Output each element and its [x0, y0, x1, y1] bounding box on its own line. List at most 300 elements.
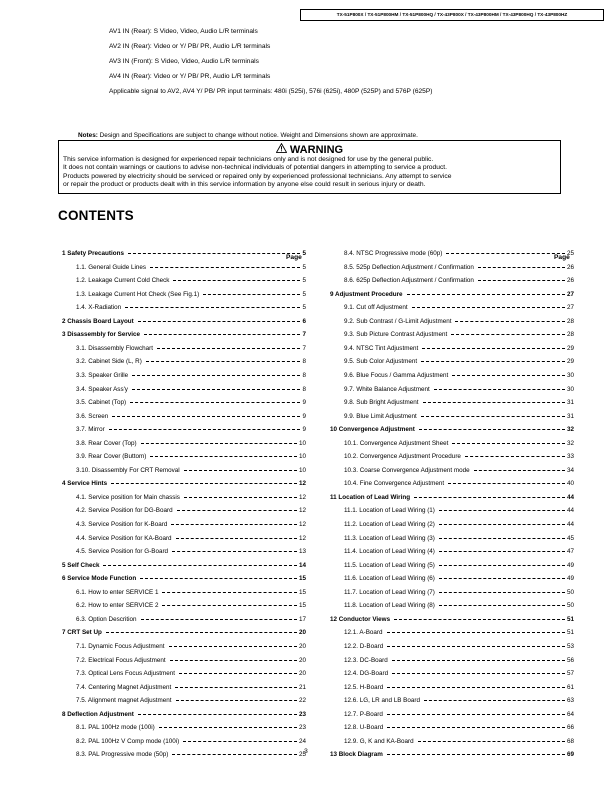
toc-entry[interactable]	[344, 656, 574, 665]
toc-entry-page: 5	[302, 290, 306, 298]
toc-entry[interactable]	[76, 506, 306, 515]
toc-entry-label: 12.2. D-Board	[344, 642, 384, 650]
toc-leader	[439, 551, 565, 552]
toc-entry[interactable]	[344, 398, 574, 407]
toc-leader	[439, 592, 565, 593]
toc-entry-page: 66	[566, 724, 574, 732]
toc-leader	[203, 294, 300, 295]
toc-entry[interactable]	[76, 303, 306, 312]
toc-leader	[144, 334, 300, 335]
toc-entry-label: 12.6. LG, LR and LB Board	[344, 697, 420, 705]
toc-leader	[448, 483, 565, 484]
toc-entry-page: 9	[302, 412, 306, 420]
toc-entry-page: 47	[566, 548, 574, 556]
toc-leader	[169, 646, 297, 647]
toc-leader	[172, 754, 297, 755]
toc-entry-label: 8 Deflection Adjustment	[62, 710, 134, 718]
warning-line: Products powered by electricity should be serviced or repaired only by experienced professional technicians. Any attempt to service	[63, 172, 452, 180]
toc-entry-page: 15	[298, 602, 306, 610]
toc-leader	[424, 700, 565, 701]
toc-entry[interactable]	[62, 561, 306, 570]
toc-entry[interactable]	[344, 371, 574, 380]
toc-leader	[421, 361, 565, 362]
toc-entry-page: 20	[298, 656, 306, 664]
toc-entry-label: 3.2. Cabinet Side (L, R)	[76, 358, 142, 366]
toc-entry-page: 68	[566, 737, 574, 745]
toc-entry[interactable]	[344, 628, 574, 637]
toc-entry[interactable]	[344, 263, 574, 272]
toc-entry[interactable]	[344, 574, 574, 583]
toc-entry-label: 8.6. 625p Deflection Adjustment / Confirmation	[344, 277, 474, 285]
toc-entry-label: 9.7. White Balance Adjustment	[344, 385, 430, 393]
toc-leader	[179, 673, 297, 674]
toc-entry-page: 32	[566, 426, 574, 434]
toc-entry[interactable]	[344, 330, 574, 339]
toc-entry-page: 8	[302, 358, 306, 366]
toc-entry-label: 8.2. PAL 100Hz V Comp mode (100i)	[76, 737, 180, 745]
toc-entry-label: 11.1. Location of Lead Wiring (1)	[344, 507, 435, 515]
toc-leader	[111, 483, 297, 484]
toc-entry-label: 12.3. DC-Board	[344, 656, 388, 664]
toc-entry-label: 10.4. Fine Convergence Adjustment	[344, 480, 445, 488]
toc-leader	[176, 700, 297, 701]
toc-entry-label: 12.7. P-Board	[344, 710, 383, 718]
toc-leader	[392, 673, 565, 674]
toc-entry-page: 25	[298, 751, 306, 759]
toc-entry[interactable]	[344, 588, 574, 597]
toc-leader	[175, 687, 297, 688]
toc-entry[interactable]	[344, 534, 574, 543]
toc-entry[interactable]	[76, 520, 306, 529]
toc-leader	[387, 727, 565, 728]
toc-entry[interactable]	[76, 263, 306, 272]
toc-leader	[439, 510, 565, 511]
toc-entry[interactable]	[344, 439, 574, 448]
toc-entry-label: 3.1. Disassembly Flowchart	[76, 344, 153, 352]
toc-entry-page: 20	[298, 629, 306, 637]
toc-entry-page: 10	[298, 466, 306, 474]
toc-entry-page: 13	[298, 548, 306, 556]
toc-entry-page: 31	[566, 412, 574, 420]
toc-entry-page: 53	[566, 642, 574, 650]
toc-leader	[106, 632, 297, 633]
toc-entry[interactable]	[76, 290, 306, 299]
toc-entry-label: 9.3. Sub Picture Contrast Adjustment	[344, 331, 448, 339]
toc-entry-page: 9	[302, 399, 306, 407]
toc-leader	[387, 687, 565, 688]
toc-entry-label: 4.2. Service Position for DG-Board	[76, 507, 173, 515]
toc-entry[interactable]	[76, 344, 306, 353]
toc-entry-page: 17	[298, 615, 306, 623]
toc-entry[interactable]	[76, 425, 306, 434]
toc-entry[interactable]	[344, 520, 574, 529]
toc-entry[interactable]	[76, 696, 306, 705]
toc-leader	[418, 741, 565, 742]
model-number-header: TX-51P800X / TX-51P800HM / TX-51P800HQ / TX-43P800X / TX-43P800HM / TX-43P800HQ / TX-43P800HZ	[300, 9, 604, 21]
toc-entry-page: 40	[566, 480, 574, 488]
toc-entry-label: 4.4. Service Position for KA-Board	[76, 534, 172, 542]
spec-line: AV2 IN (Rear): Video or Y/ PB/ PR, Audio L/R terminals	[109, 43, 271, 50]
toc-entry-label: 10.3. Coarse Convergence Adjustment mode	[344, 466, 470, 474]
toc-entry-label: 8.5. 525p Deflection Adjustment / Confirmation	[344, 263, 474, 271]
toc-entry-page: 15	[298, 588, 306, 596]
toc-entry[interactable]	[344, 317, 574, 326]
toc-leader	[439, 578, 565, 579]
toc-entry-label: 9.5. Sub Color Adjustment	[344, 358, 418, 366]
toc-entry[interactable]	[76, 615, 306, 624]
toc-leader	[103, 565, 297, 566]
toc-entry-label: 11 Location of Lead Wiring	[330, 493, 411, 501]
toc-entry-page: 30	[566, 371, 574, 379]
toc-leader	[171, 524, 297, 525]
toc-entry-label: 6.1. How to enter SERVICE 1	[76, 588, 159, 596]
toc-leader	[141, 443, 297, 444]
toc-leader	[138, 714, 297, 715]
toc-entry-label: 7.3. Optical Lens Focus Adjustment	[76, 670, 176, 678]
toc-entry[interactable]	[62, 479, 306, 488]
toc-leader	[446, 253, 565, 254]
toc-leader	[434, 389, 565, 390]
warning-line: This service information is designed for experienced repair technicians only and is not designed for use by the general public.	[63, 156, 434, 163]
toc-leader	[184, 497, 297, 498]
toc-leader	[146, 361, 301, 362]
toc-entry-label: 5 Self Check	[62, 561, 100, 569]
left-page-heading: Page	[286, 254, 302, 261]
toc-entry-page: 12	[298, 507, 306, 515]
toc-leader	[159, 727, 297, 728]
toc-leader	[162, 605, 297, 606]
toc-entry-page: 27	[566, 290, 574, 298]
toc-leader	[439, 605, 565, 606]
toc-entry-label: 3 Disassembly for Service	[62, 331, 141, 339]
toc-entry-label: 9 Adjustment Procedure	[330, 290, 403, 298]
toc-entry[interactable]	[344, 547, 574, 556]
toc-entry[interactable]	[344, 683, 574, 692]
toc-entry-label: 9.4. NTSC Tint Adjustment	[344, 344, 419, 352]
toc-entry-page: 12	[298, 521, 306, 528]
toc-entry-page: 22	[298, 697, 306, 705]
toc-entry[interactable]	[76, 601, 306, 610]
toc-entry[interactable]	[344, 385, 574, 394]
toc-entry[interactable]	[76, 398, 306, 407]
toc-leader	[162, 592, 297, 593]
toc-entry-label: 3.8. Rear Cover (Top)	[76, 439, 137, 447]
toc-entry-page: 10	[298, 439, 306, 447]
toc-entry-page: 34	[566, 466, 574, 474]
toc-entry-page: 15	[298, 575, 306, 583]
toc-entry[interactable]	[330, 290, 574, 299]
toc-leader	[150, 456, 297, 457]
toc-entry[interactable]	[76, 737, 306, 746]
toc-entry-label: 1.4. X-Radiation	[76, 304, 122, 312]
toc-leader	[455, 321, 565, 322]
toc-entry-label: 4.1. Service position for Main chassis	[76, 493, 180, 501]
toc-entry-label: 3.9. Rear Cover (Buttom)	[76, 453, 147, 461]
toc-leader	[421, 416, 565, 417]
toc-entry-page: 56	[566, 656, 574, 664]
toc-entry-page: 44	[566, 493, 574, 501]
toc-leader	[478, 280, 565, 281]
toc-entry[interactable]	[76, 750, 306, 759]
toc-entry-page: 25	[566, 250, 574, 257]
toc-entry-page: 31	[566, 399, 574, 407]
toc-entry-label: 3.6. Screen	[76, 412, 109, 420]
toc-entry-label: 9.2. Sub Contrast / G-Limit Adjustment	[344, 317, 452, 325]
toc-entry[interactable]	[62, 249, 306, 258]
toc-entry[interactable]	[62, 574, 306, 583]
input-terminal-specs	[109, 24, 432, 99]
toc-entry[interactable]	[330, 615, 574, 624]
toc-entry[interactable]	[76, 534, 306, 543]
toc-entry-label: 6 Service Mode Function	[62, 575, 137, 583]
toc-leader	[173, 280, 300, 281]
toc-entry-label: 9.1. Cut off Adjustment	[344, 304, 408, 312]
toc-entry-page: 51	[566, 615, 574, 623]
toc-entry-label: 11.3. Location of Lead Wiring (3)	[344, 534, 435, 542]
warning-title-text: WARNING	[289, 143, 344, 156]
toc-entry-label: 11.4. Location of Lead Wiring (4)	[344, 548, 435, 556]
toc-entry[interactable]	[62, 628, 306, 637]
toc-entry[interactable]	[344, 357, 574, 366]
toc-entry-label: 8.1. PAL 100Hz mode (100i)	[76, 724, 155, 732]
toc-leader	[439, 538, 565, 539]
toc-leader	[392, 660, 565, 661]
toc-leader	[125, 307, 300, 308]
toc-leader	[132, 389, 301, 390]
toc-entry-label: 1.1. General Guide Lines	[76, 263, 147, 271]
toc-entry-label: 10.1. Convergence Adjustment Sheet	[344, 439, 449, 447]
toc-leader	[177, 510, 297, 511]
toc-leader	[478, 267, 565, 268]
toc-entry-page: 5	[302, 263, 306, 271]
toc-entry[interactable]	[76, 723, 306, 732]
toc-leader	[387, 632, 565, 633]
toc-entry[interactable]	[330, 425, 574, 434]
toc-entry-label: 4.5. Service Position for G-Board	[76, 548, 169, 556]
toc-leader	[423, 402, 565, 403]
toc-entry-label: 3.5. Cabinet (Top)	[76, 399, 127, 407]
page-number: 3	[304, 748, 308, 755]
toc-entry-page: 7	[302, 331, 306, 339]
toc-entry[interactable]	[344, 737, 574, 746]
toc-entry[interactable]	[76, 357, 306, 366]
toc-entry-label: 10 Convergence Adjustment	[330, 426, 415, 434]
toc-entry-page: 33	[566, 453, 574, 461]
toc-entry-page: 12	[298, 480, 306, 488]
toc-entry-page: 26	[566, 263, 574, 271]
toc-entry-page: 12	[298, 534, 306, 542]
toc-entry-page: 27	[566, 304, 574, 312]
toc-entry[interactable]	[76, 466, 306, 475]
toc-entry-label: 1 Safety Precautions	[62, 250, 124, 257]
toc-leader	[452, 443, 565, 444]
toc-entry[interactable]	[76, 493, 306, 502]
toc-entry[interactable]	[76, 642, 306, 651]
toc-entry-page: 51	[566, 629, 574, 637]
toc-entry-page: 28	[566, 331, 574, 339]
toc-entry-page: 20	[298, 670, 306, 678]
toc-entry-page: 44	[566, 521, 574, 528]
toc-entry[interactable]	[344, 723, 574, 732]
toc-entry[interactable]	[344, 249, 574, 258]
toc-entry-label: 7.4. Centering Magnet Adjustment	[76, 683, 172, 691]
toc-leader	[452, 375, 565, 376]
notes	[78, 132, 418, 139]
toc-entry-label: 1.2. Leakage Current Cold Check	[76, 277, 170, 285]
toc-entry-page: 30	[566, 385, 574, 393]
contents-title: CONTENTS	[58, 208, 134, 223]
toc-entry[interactable]	[344, 669, 574, 678]
toc-entry-label: 8.3. PAL Progressive mode (50p)	[76, 751, 169, 759]
toc-entry-label: 12 Conductor Views	[330, 615, 391, 623]
warning-title	[59, 143, 560, 156]
toc-entry[interactable]	[76, 452, 306, 461]
warning-box	[58, 140, 561, 194]
toc-entry-page: 50	[566, 588, 574, 596]
toc-entry-label: 11.2. Location of Lead Wiring (2)	[344, 521, 435, 528]
toc-entry-label: 11.5. Location of Lead Wiring (5)	[344, 561, 435, 569]
toc-entry-label: 4 Service Hints	[62, 480, 108, 488]
toc-entry[interactable]	[62, 330, 306, 339]
notes-label: Notes:	[78, 132, 98, 139]
toc-entry[interactable]	[344, 710, 574, 719]
toc-leader	[132, 375, 300, 376]
toc-entry[interactable]	[76, 547, 306, 556]
toc-leader	[407, 294, 565, 295]
toc-entry-page: 45	[566, 534, 574, 542]
toc-entry[interactable]	[62, 710, 306, 719]
toc-entry-page: 29	[566, 344, 574, 352]
toc-entry[interactable]	[344, 412, 574, 421]
toc-entry-label: 7 CRT Set Up	[62, 629, 102, 637]
toc-leader	[176, 538, 297, 539]
toc-entry-label: 11.7. Location of Lead Wiring (7)	[344, 588, 435, 596]
warning-line: or repair the product or products dealt with in this service information by anyone else could result in serious injury or death.	[63, 181, 426, 189]
toc-entry-page: 24	[298, 737, 306, 745]
toc-entry[interactable]	[344, 601, 574, 610]
toc-leader	[172, 551, 297, 552]
toc-entry[interactable]	[344, 452, 574, 461]
toc-leader	[170, 660, 297, 661]
toc-entry-page: 5	[302, 304, 306, 312]
toc-entry-label: 7.5. Alignment magnet Adjustment	[76, 697, 172, 705]
toc-entry[interactable]	[330, 750, 574, 759]
toc-entry-label: 3.10. Disassembly For CRT Removal	[76, 466, 180, 474]
warning-triangle-icon	[276, 143, 287, 157]
toc-entry[interactable]	[76, 656, 306, 665]
toc-entry-label: 6.3. Option Descrition	[76, 615, 137, 623]
toc-leader	[140, 578, 297, 579]
toc-entry-label: 13 Block Diagram	[330, 751, 383, 759]
toc-entry-label: 12.5. H-Board	[344, 683, 384, 691]
toc-entry-page: 44	[566, 507, 574, 515]
toc-entry-label: 10.2. Convergence Adjustment Procedure	[344, 453, 461, 461]
toc-entry-page: 23	[298, 710, 306, 718]
toc-entry[interactable]	[76, 588, 306, 597]
toc-entry[interactable]	[344, 344, 574, 353]
toc-leader	[130, 402, 300, 403]
toc-entry[interactable]	[76, 385, 306, 394]
spec-line: AV1 IN (Rear): S Video, Video, Audio L/R terminals	[109, 28, 258, 35]
toc-entry-label: 8.4. NTSC Progressive mode (60p)	[344, 250, 443, 257]
toc-leader	[128, 253, 301, 254]
toc-entry-label: 4.3. Service Position for K-Board	[76, 521, 168, 528]
toc-entry-page: 23	[298, 724, 306, 732]
toc-leader	[184, 470, 297, 471]
toc-entry-label: 3.3. Speaker Grille	[76, 371, 129, 379]
toc-entry-page: 8	[302, 385, 306, 393]
toc-leader	[387, 714, 565, 715]
toc-leader	[150, 267, 300, 268]
toc-entry-label: 12.4. DG-Board	[344, 670, 389, 678]
toc-entry[interactable]	[344, 561, 574, 570]
toc-entry-page: 49	[566, 575, 574, 583]
toc-entry[interactable]	[62, 317, 306, 326]
toc-entry[interactable]	[76, 276, 306, 285]
toc-entry[interactable]	[76, 683, 306, 692]
toc-entry-page: 28	[566, 317, 574, 325]
toc-entry-label: 7.2. Electrical Focus Adjustment	[76, 656, 166, 664]
toc-entry[interactable]	[76, 439, 306, 448]
toc-entry-label: 3.4. Speaker Ass'y	[76, 385, 128, 393]
toc-entry[interactable]	[330, 493, 574, 502]
toc-entry-label: 7.1. Dynamic Focus Adjustment	[76, 642, 165, 650]
toc-entry-page: 61	[566, 683, 574, 691]
toc-entry[interactable]	[344, 696, 574, 705]
toc-entry-page: 10	[298, 453, 306, 461]
toc-entry-label: 9.6. Blue Focus / Gamma Adjustment	[344, 371, 449, 379]
toc-entry[interactable]	[76, 669, 306, 678]
toc-leader	[183, 741, 297, 742]
toc-entry-page: 49	[566, 561, 574, 569]
toc-leader	[439, 524, 565, 525]
spec-line: Applicable signal to AV2, AV4 Y/ PB/ PR input terminals: 480i (525i), 576i (625i), 480P (525P) and 576P (625P)	[109, 88, 433, 95]
toc-entry-page: 20	[298, 642, 306, 650]
toc-entry[interactable]	[344, 303, 574, 312]
toc-entry[interactable]	[76, 371, 306, 380]
toc-entry[interactable]	[344, 479, 574, 488]
toc-entry-label: 3.7. Mirror	[76, 426, 105, 434]
toc-entry-page: 5	[302, 277, 306, 285]
toc-leader	[109, 429, 301, 430]
toc-leader	[138, 321, 301, 322]
toc-entry-label: 11.8. Location of Lead Wiring (8)	[344, 602, 435, 610]
toc-entry-label: 9.8. Sub Bright Adjustment	[344, 399, 419, 407]
notes-text: Design and Specifications are subject to change without notice. Weight and Dimensions shown are approximate.	[99, 132, 418, 139]
toc-entry-label: 11.6. Location of Lead Wiring (6)	[344, 575, 435, 583]
toc-entry-label: 12.8. U-Board	[344, 724, 384, 732]
toc-leader	[419, 429, 565, 430]
toc-leader	[465, 456, 565, 457]
toc-entry[interactable]	[344, 466, 574, 475]
toc-leader	[112, 416, 300, 417]
toc-leader	[439, 565, 565, 566]
toc-entry[interactable]	[344, 276, 574, 285]
toc-entry-page: 64	[566, 710, 574, 718]
toc-leader	[157, 348, 300, 349]
toc-entry-page: 14	[298, 561, 306, 569]
toc-entry-page: 50	[566, 602, 574, 610]
toc-leader	[412, 307, 565, 308]
toc-leader	[422, 348, 565, 349]
toc-leader	[141, 619, 297, 620]
spec-line: AV4 IN (Rear): Video or Y/ PB/ PR, Audio L/R terminals	[109, 73, 271, 80]
toc-entry[interactable]	[344, 642, 574, 651]
toc-entry-page: 7	[302, 344, 306, 352]
toc-entry[interactable]	[344, 506, 574, 515]
spec-line: AV3 IN (Front): S Video, Video, Audio L/R terminals	[109, 58, 259, 65]
toc-entry[interactable]	[76, 412, 306, 421]
